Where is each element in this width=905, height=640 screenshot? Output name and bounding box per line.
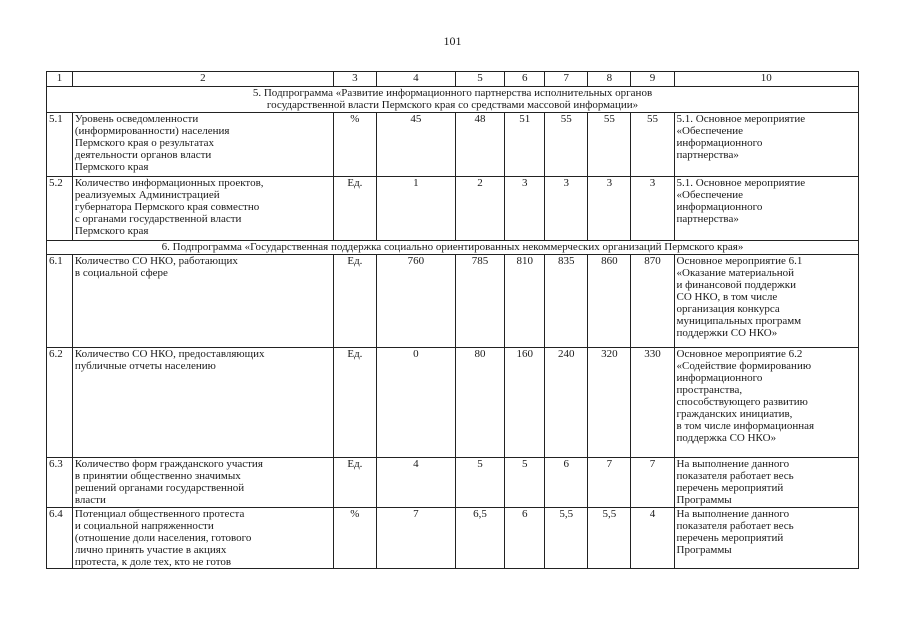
table-row — [47, 177, 859, 241]
section-row — [47, 241, 859, 255]
indicator-name-line: Потенциал общественного протеста — [74, 508, 245, 520]
column-header: 6 — [505, 72, 545, 87]
column-header: 4 — [376, 72, 455, 87]
value-cell: 48 — [455, 113, 505, 177]
unit-cell: % — [333, 113, 376, 177]
event-line: партнерства» — [676, 213, 739, 225]
row-number: 6.4 — [47, 508, 73, 569]
event-line: На выполнение данного — [676, 458, 790, 470]
event-line: Основное мероприятие 6.1 — [676, 255, 803, 267]
indicators-table — [46, 71, 859, 569]
column-header: 10 — [674, 72, 858, 87]
event-line: муниципальных программ — [676, 315, 802, 327]
column-header: 7 — [545, 72, 588, 87]
value-cell: 6,5 — [455, 508, 505, 569]
indicator-name-line: Количество информационных проектов, — [74, 177, 264, 189]
column-header: 3 — [333, 72, 376, 87]
value-cell: 5,5 — [588, 508, 631, 569]
indicator-name-line: Пермского края о результатах — [74, 137, 215, 149]
indicator-name-line: публичные отчеты населению — [74, 360, 216, 372]
value-cell: 5,5 — [545, 508, 588, 569]
value-cell: 870 — [631, 255, 674, 348]
event-line: «Обеспечение — [676, 189, 744, 201]
indicator-name — [72, 255, 333, 348]
value-cell: 810 — [505, 255, 545, 348]
value-cell: 3 — [545, 177, 588, 241]
indicator-name-line: Количество СО НКО, предоставляющих — [74, 348, 265, 360]
event-line: 5.1. Основное мероприятие — [676, 177, 806, 189]
value-cell: 3 — [505, 177, 545, 241]
section-title-line: 6. Подпрограмма «Государственная поддержка социально ориентированных некоммерческих организаций Пермского края» — [161, 241, 744, 253]
event-cell — [674, 113, 858, 177]
event-line: поддержка СО НКО» — [676, 432, 777, 444]
unit-cell: % — [333, 508, 376, 569]
value-cell: 80 — [455, 348, 505, 458]
indicator-name-line: Пермского края — [74, 225, 149, 237]
unit-cell: Ед. — [333, 177, 376, 241]
section-title — [47, 87, 859, 113]
row-number: 5.1 — [47, 113, 73, 177]
value-cell: 55 — [588, 113, 631, 177]
value-cell: 160 — [505, 348, 545, 458]
indicator-name-line: Уровень осведомленности — [74, 113, 199, 125]
indicator-name-line: (информированности) населения — [74, 125, 230, 137]
event-line: партнерства» — [676, 149, 739, 161]
value-cell: 6 — [545, 458, 588, 508]
table-row — [47, 348, 859, 458]
event-cell — [674, 255, 858, 348]
section-row — [47, 87, 859, 113]
event-line: 5.1. Основное мероприятие — [676, 113, 806, 125]
value-cell: 2 — [455, 177, 505, 241]
unit-cell: Ед. — [333, 458, 376, 508]
column-header: 5 — [455, 72, 505, 87]
event-line: «Оказание материальной — [676, 267, 794, 279]
event-line: Программы — [676, 494, 732, 506]
event-line: перечень мероприятий — [676, 482, 784, 494]
indicator-name — [72, 508, 333, 569]
column-header: 9 — [631, 72, 674, 87]
event-cell — [674, 458, 858, 508]
event-line: информационного — [676, 137, 763, 149]
value-cell: 330 — [631, 348, 674, 458]
page-number: 101 — [443, 34, 462, 48]
indicator-name-line: в принятии общественно значимых — [74, 470, 241, 482]
event-line: поддержки СО НКО» — [676, 327, 778, 339]
indicator-name-line: деятельности органов власти — [74, 149, 212, 161]
indicator-name-line: с органами государственной власти — [74, 213, 242, 225]
table-row — [47, 508, 859, 569]
row-number: 6.1 — [47, 255, 73, 348]
indicator-name-line: Количество форм гражданского участия — [74, 458, 263, 470]
section-title-line: 5. Подпрограмма «Развитие информационного партнерства исполнительных органов — [252, 87, 653, 99]
row-number: 6.2 — [47, 348, 73, 458]
indicator-name-line: лично принять участие в акциях — [74, 544, 227, 556]
event-cell — [674, 348, 858, 458]
section-title — [47, 241, 859, 255]
value-cell: 4 — [631, 508, 674, 569]
column-header: 1 — [47, 72, 73, 87]
column-header: 8 — [588, 72, 631, 87]
value-cell: 240 — [545, 348, 588, 458]
indicator-name-line: Количество СО НКО, работающих — [74, 255, 238, 267]
indicator-name-line: в социальной сфере — [74, 267, 168, 279]
value-cell: 55 — [545, 113, 588, 177]
indicator-name-line: реализуемых Администрацией — [74, 189, 220, 201]
indicator-name-line: и социальной напряженности — [74, 520, 214, 532]
value-cell: 51 — [505, 113, 545, 177]
table-row — [47, 113, 859, 177]
value-cell: 5 — [505, 458, 545, 508]
event-line: и финансовой поддержки — [676, 279, 796, 291]
unit-cell: Ед. — [333, 348, 376, 458]
event-line: «Обеспечение — [676, 125, 744, 137]
table-row — [47, 255, 859, 348]
value-cell: 7 — [631, 458, 674, 508]
value-cell: 5 — [455, 458, 505, 508]
unit-cell: Ед. — [333, 255, 376, 348]
value-cell: 320 — [588, 348, 631, 458]
indicator-name-line: Пермского края — [74, 161, 149, 173]
row-number: 6.3 — [47, 458, 73, 508]
indicator-name-line: (отношение доли населения, готового — [74, 532, 252, 544]
event-line: «Содействие формированию — [676, 360, 812, 372]
event-line: показателя работает весь — [676, 520, 794, 532]
value-cell: 45 — [376, 113, 455, 177]
indicator-name — [72, 458, 333, 508]
indicator-name-line: протеста, к доле тех, кто не готов — [74, 556, 232, 568]
row-number: 5.2 — [47, 177, 73, 241]
value-cell: 6 — [505, 508, 545, 569]
event-line: организация конкурса — [676, 303, 780, 315]
event-line: гражданских инициатив, — [676, 408, 793, 420]
event-cell — [674, 508, 858, 569]
value-cell: 4 — [376, 458, 455, 508]
column-header: 2 — [72, 72, 333, 87]
value-cell: 860 — [588, 255, 631, 348]
value-cell: 7 — [588, 458, 631, 508]
indicator-name-line: решений органами государственной — [74, 482, 245, 494]
value-cell: 3 — [631, 177, 674, 241]
value-cell: 55 — [631, 113, 674, 177]
event-line: На выполнение данного — [676, 508, 790, 520]
event-line: показателя работает весь — [676, 470, 794, 482]
event-line: пространства, — [676, 384, 743, 396]
event-line: способствующего развитию — [676, 396, 808, 408]
header-row — [47, 72, 859, 87]
value-cell: 835 — [545, 255, 588, 348]
section-title-line: государственной власти Пермского края со средствами массовой информации» — [266, 99, 639, 111]
event-line: Основное мероприятие 6.2 — [676, 348, 803, 360]
event-line: перечень мероприятий — [676, 532, 784, 544]
event-cell — [674, 177, 858, 241]
event-line: Программы — [676, 544, 732, 556]
value-cell: 0 — [376, 348, 455, 458]
indicator-name — [72, 348, 333, 458]
table-row — [47, 458, 859, 508]
indicator-name — [72, 113, 333, 177]
event-line: СО НКО, в том числе — [676, 291, 778, 303]
indicator-name — [72, 177, 333, 241]
value-cell: 1 — [376, 177, 455, 241]
indicator-name-line: власти — [74, 494, 106, 506]
event-line: в том числе информационная — [676, 420, 815, 432]
value-cell: 785 — [455, 255, 505, 348]
event-line: информационного — [676, 201, 763, 213]
event-line: информационного — [676, 372, 763, 384]
value-cell: 3 — [588, 177, 631, 241]
value-cell: 7 — [376, 508, 455, 569]
value-cell: 760 — [376, 255, 455, 348]
indicator-name-line: губернатора Пермского края совместно — [74, 201, 260, 213]
